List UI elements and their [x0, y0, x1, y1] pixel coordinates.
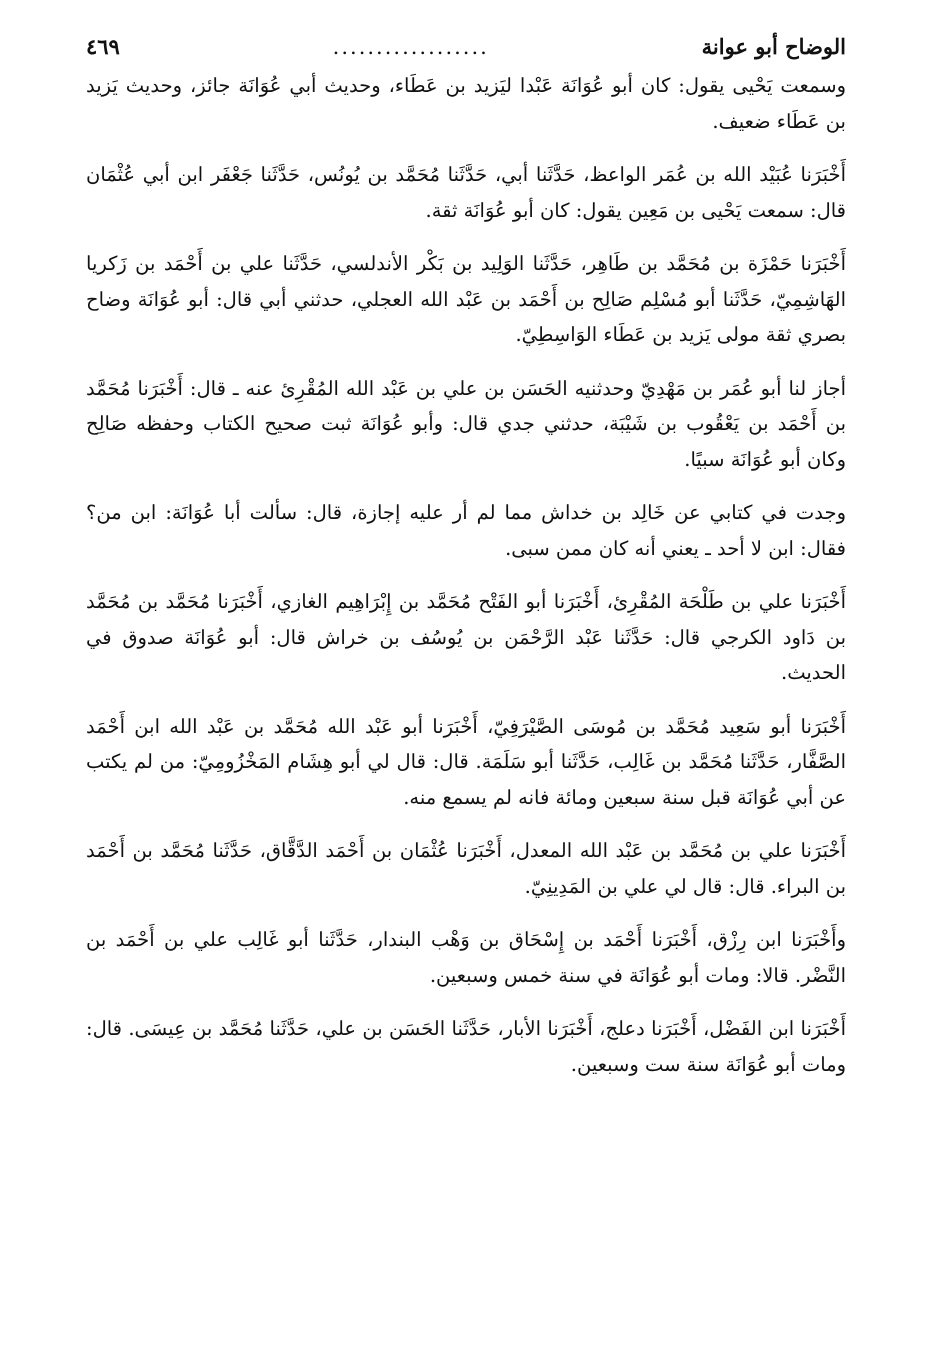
paragraph: أَخْبَرَنا ابن الفَضْل، أَخْبَرَنا دعلج، أَخْبَرَنا الأبار، حَدَّثَنا الحَسَن بن علي، حَدَّثَنا مُحَمَّد بن عِيسَى. قال: ومات أبو عُوَانَة سنة ست وسبعين.: [86, 1017, 846, 1076]
leader-dots: ..................: [332, 35, 489, 59]
book-page: [86, 28, 846, 1100]
paragraph: أَخْبَرَنا عُبَيْد الله بن عُمَر الواعظ، حَدَّثَنا أبي، حَدَّثَنا مُحَمَّد بن يُونُس، حَدَّثَنا جَعْفَر ابن أبي عُثْمَان قال: سمعت يَحْيى بن مَعِين يقول: كان أبو عُوَانَة ثقة.: [86, 163, 846, 222]
body-text: [86, 68, 846, 1082]
paragraph: أَخْبَرَنا حَمْزَة بن مُحَمَّد بن طَاهِر، حَدَّثَنا الوَلِيد بن بَكْر الأندلسي، حَدَّثَنا علي بن أَحْمَد بن زَكريا الهَاشِمِيّ، حَدَّثَنا أبو مُسْلِم صَالِح بن أَحْمَد بن عَبْد الله العجلي، حدثني أبي قال: أبو عُوَانَة وضاح بصري ثقة مولى يَزيد بن عَطَاء الوَاسِطِيّ.: [86, 252, 846, 346]
paragraph: وأَخْبَرَنا ابن رِزْق، أَخْبَرَنا أَحْمَد بن إِسْحَاق بن وَهْب البندار، حَدَّثَنا أبو غَالِب علي بن أَحْمَد بن النَّضْر. قالا: ومات أبو عُوَانَة في سنة خمس وسبعين.: [86, 928, 846, 987]
paragraph: أجاز لنا أبو عُمَر بن مَهْدِيّ وحدثنيه الحَسَن بن علي بن عَبْد الله المُقْرِئ عنه ـ قال: أَخْبَرَنا مُحَمَّد بن أَحْمَد بن يَعْقُوب بن شَيْبَة، حدثني جدي قال: وأبو عُوَانَة ثبت صحيح الكتاب وحفظه صَالِح وكان أبو عُوَانَة سبيًا.: [86, 376, 846, 471]
paragraph: أَخْبَرَنا أبو سَعِيد مُحَمَّد بن مُوسَى الصَّيْرَفِيّ، أَخْبَرَنا أبو عَبْد الله مُحَمَّد بن عَبْد الله ابن أَحْمَد الصَّفَّار، حَدَّثَنا مُحَمَّد بن غَالِب، حَدَّثَنا أبو سَلَمَة. قال: قال لي أبو هِشَام المَخْزُومِيّ: من لم يكتب عن أبي عُوَانَة قبل سنة سبعين ومائة فانه لم يسمع منه.: [86, 714, 846, 809]
paragraph: أَخْبَرَنا علي بن طَلْحَة المُقْرِئ، أَخْبَرَنا أبو الفَتْح مُحَمَّد بن إِبْرَاهِيم الغازي، أَخْبَرَنا مُحَمَّد بن مُحَمَّد بن دَاود الكرجي قال: حَدَّثَنا عَبْد الرَّحْمَن بن يُوسُف بن خراش قال: أبو عُوَانَة صدوق في الحديث.: [86, 590, 846, 684]
paragraph: وجدت في كتابي عن خَالِد بن خداش مما لم أر عليه إجازة، قال: سألت أبا عُوَانَة: ابن من؟ فقال: ابن لا أحد ـ يعني أنه كان ممن سبى.: [86, 501, 846, 560]
running-head: [86, 28, 846, 68]
paragraph: أَخْبَرَنا علي بن مُحَمَّد بن عَبْد الله المعدل، أَخْبَرَنا عُثْمَان بن أَحْمَد الدَّقَّاق، حَدَّثَنا مُحَمَّد بن أَحْمَد بن البراء. قال: قال لي علي بن المَدِينِيّ.: [86, 839, 846, 898]
page-number: ٤٦٩: [86, 34, 120, 59]
paragraph: وسمعت يَحْيى يقول: كان أبو عُوَانَة عَبْدا ليَزيد بن عَطَاء، وحديث أبي عُوَانَة جائز، وحديث يَزيد بن عَطَاء ضعيف.: [86, 74, 846, 133]
running-head-title: الوضاح أبو عوانة: [701, 34, 846, 59]
